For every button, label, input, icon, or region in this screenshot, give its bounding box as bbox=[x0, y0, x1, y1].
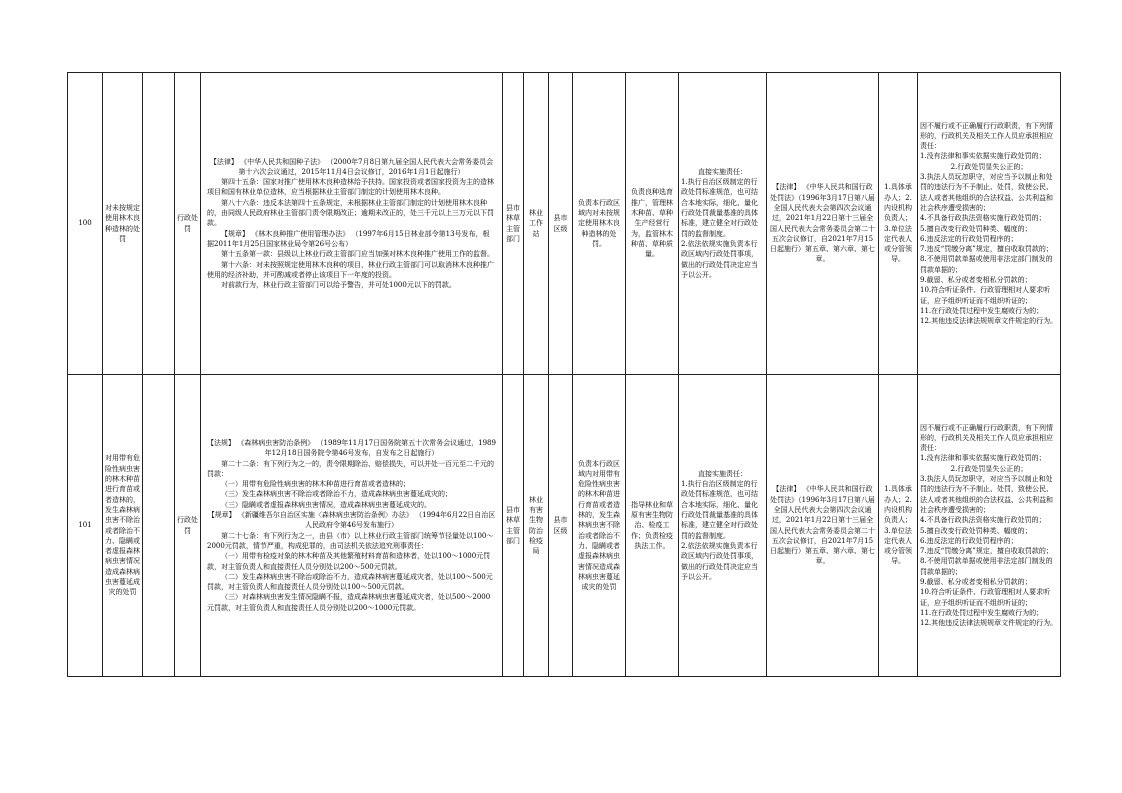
liability-line: 9.截留、私分或者变相私分罚款的； bbox=[920, 577, 1032, 586]
exercise-level: 县市区级 bbox=[549, 375, 573, 677]
liability-line: 因不履行或不正确履行行政职责，有下列情形的，行政机关及相关工作人员应承担相应责任： bbox=[920, 121, 1053, 151]
basis-line: （三）发生森林病虫害不除治或者除治不力，造成森林病虫害蔓延成灾的； bbox=[221, 490, 452, 499]
liability-basis: 【法律】 《中华人民共和国行政处罚法》（1996年3月17日第八届全国人民代表大会第四次会议通过，2021年1月22日第十三届全国人民代表大会常务委员会第二十五次会议修订，自2021年7月15日起施行）第五章、第六章、第七章。 bbox=[767, 73, 879, 375]
liability-line: 10.符合听证条件、行政管理相对人要求听证，应予组织听证而不组织听证的； bbox=[920, 588, 1051, 607]
basis-line: 【规章】 《新疆维吾尔自治区实施〈森林病虫害防治条例〉办法》 （1994年6月22日自治区人民政府令第46号发布施行） bbox=[207, 511, 496, 530]
competent-dept: 县市林草主管部门 bbox=[503, 73, 524, 375]
implementation-responsibility bbox=[679, 375, 767, 677]
basis-line: 第二十七条：有下列行为之一，由县（市）以上林业行政主管部门统筹节径量处以100～2000元罚款，情节严重，构成犯罪的，由司法机关依法追究刑事责任： bbox=[207, 531, 494, 550]
power-type: 行政处罚 bbox=[175, 375, 201, 677]
liability-line: 9.截留、私分或者变相私分罚款的； bbox=[920, 275, 1032, 284]
liability-line: 11.在行政处罚过程中发生腐败行为的； bbox=[920, 306, 1044, 315]
liability-line: 1.没有法律和事实依据实施行政处罚的； bbox=[920, 454, 1046, 463]
impl-line: 1.执行自治区级制定的行政处罚标准规范，也可结合本地实际，细化、量化行政处罚裁量基准的具体标准，建立健全对行政处罚的监督制度。 bbox=[681, 480, 758, 540]
impl-line: 2.依法依规实施负责本行政区域内行政处罚事项，做出的行政处罚决定应当予以公开。 bbox=[681, 541, 758, 581]
liability-line: 8.不使用罚款单据或使用非法定部门制发的罚款单据的； bbox=[920, 557, 1053, 576]
basis-line: 第十六条：对未按照规定使用林木良种的项目，林业行政主管部门可以取消林木良种推广使用的经济补助，并可酌减或者停止该项目下一年度的投资。 bbox=[207, 260, 494, 279]
impl-line: 直接实施责任： bbox=[698, 469, 747, 478]
impl-line: 2.依法依规实施负责本行政区域内行政处罚事项，做出的行政处罚决定应当予以公开。 bbox=[681, 239, 758, 279]
basis-line: （一）用带有危险性病虫害的林木种苗进行育苗或者造林的； bbox=[221, 480, 410, 489]
coop-responsibility: 指导林业和草原有害生物防治、检疫工作；负责检疫执法工作。 bbox=[626, 375, 679, 677]
basis-line: 第四十五条：国家对推广使用林木良种造林给予扶持。国家投资或者国家投资为主的造林项目和国有林业单位造林，应当根据林业主管部门制定的计划使用林木良种。 bbox=[207, 178, 494, 197]
power-list-table bbox=[67, 72, 1061, 677]
implementing-unit: 林业工作站 bbox=[524, 73, 549, 375]
impl-line: 直接实施责任： bbox=[698, 167, 747, 176]
competent-dept: 县市林草主管部门 bbox=[503, 375, 524, 677]
liability-line: 4.不具备行政执法资格实施行政处罚的； bbox=[920, 214, 1046, 223]
implementing-unit: 林业有害生物防治检疫局 bbox=[524, 375, 549, 677]
basis-line: 第十五条第一款：县级以上林业行政主管部门应当加强对林木良种推广使用工作的监督。 bbox=[221, 250, 494, 259]
liability-line: 12.其他违反法律法规规章文件规定的行为。 bbox=[920, 619, 1058, 628]
liability-line: 12.其他违反法律法规规章文件规定的行为。 bbox=[920, 317, 1058, 326]
sub-item-name bbox=[143, 73, 175, 375]
liability-line: 11.在行政处罚过程中发生腐败行为的； bbox=[920, 608, 1044, 617]
basis-line: 【规章】 《林木良种推广使用管理办法》 （1997年6月15日林业部令第13号发布，根据2011年1月25日国家林业局令第26号公布） bbox=[207, 229, 490, 248]
main-responsibility: 负责本行政区域内对用带有危险性病虫害的林木种苗进行育苗或者造林的，发生森林病虫害不除治或者除治不力、隐瞒或者虚报森林病虫害情况造成森林病虫害蔓延成灾的处罚 bbox=[573, 375, 626, 677]
table-row bbox=[68, 375, 1061, 677]
basis-line: （一）用带有检疫对象的林木种苗及其他繁殖材料育苗和造林者，处以100～1000元罚款，对主管负责人和直接责任人员分别处以200～500元罚款。 bbox=[207, 552, 491, 571]
liability-line: 1.没有法律和事实依据实施行政处罚的； bbox=[920, 152, 1046, 161]
basis-line: （三）隐瞒或者虚报森林病虫害情况，造成森林病虫害蔓延成灾的。 bbox=[221, 500, 431, 509]
liability-line: 3.执法人员玩忽职守，对应当予以制止和处罚的违法行为不予制止、处罚，致使公民、法人或者其他组织的合法权益、公共利益和社会秩序遭受损害的； bbox=[920, 173, 1053, 212]
basis-line: （二）发生森林病虫害不除治或除治不力，造成森林病害蔓延成灾者，处以100～500元罚款，对主管负责人和直接责任人员分别处以100～500元罚款。 bbox=[207, 572, 493, 592]
main-responsibility: 负责本行政区域内对未按规定使用林木良种造林的处罚。 bbox=[573, 73, 626, 375]
liability-line: 6.违反法定的行政处罚程序的； bbox=[920, 536, 1018, 545]
implementation-responsibility bbox=[679, 73, 767, 375]
row-number: 100 bbox=[68, 73, 103, 375]
liability-line: 10.符合听证条件、行政管理相对人要求听证，应予组织听证而不组织听证的； bbox=[920, 286, 1051, 305]
liability-line: 4.不具备行政执法资格实施行政处罚的； bbox=[920, 516, 1046, 525]
basis-line: 对前款行为，林业行政主管部门可以给予警告，并可处1000元以下的罚款。 bbox=[221, 281, 456, 290]
liability-subject: 1.具体承办人；2.内设机构负责人；3.单位法定代表人或分管领导。 bbox=[879, 375, 918, 677]
row-number: 101 bbox=[68, 375, 103, 677]
liability-line: 7.违反“罚缴分离”规定，擅自收取罚款的； bbox=[920, 547, 1053, 556]
liability-line: 5.擅自改变行政处罚种类、幅度的； bbox=[920, 526, 1032, 535]
liability-line: 7.违反“罚缴分离”规定，擅自收取罚款的； bbox=[920, 245, 1053, 254]
item-name: 对未按规定使用林木良种造林的处罚 bbox=[103, 73, 143, 375]
legal-basis bbox=[201, 375, 503, 677]
liability-circumstances bbox=[918, 73, 1061, 375]
liability-line: 3.执法人员玩忽职守，对应当予以制止和处罚的违法行为不予制止、处罚，致使公民、法人或者其他组织的合法权益、公共利益和社会秩序遭受损害的； bbox=[920, 475, 1053, 514]
power-type: 行政处罚 bbox=[175, 73, 201, 375]
coop-responsibility: 负责良种选育推广，管理林木种苗、草种生产经营行为，监管林木种苗、草种质量。 bbox=[626, 73, 679, 375]
basis-line: 第八十六条：违反本法第四十五条规定，未根据林业主管部门制定的计划使用林木良种的，由同级人民政府林业主管部门责令限期改正；逾期未改正的，处三千元以上三万元以下罚款。 bbox=[207, 198, 494, 228]
basis-line: （三）对森林病虫害发生情况隐瞒不报，造成森林病虫害蔓延成灾者，处以500～2000元罚款，对主管负责人和直接责任人员分别处以200～1000元罚款。 bbox=[207, 593, 491, 612]
item-name: 对用带有危险性病虫害的林木种苗进行育苗或者造林的，发生森林病虫害不除治或者除治不力、隐瞒或者虚报森林病虫害情况造成森林病虫害蔓延成灾的处罚 bbox=[103, 375, 143, 677]
basis-line: 【法律】 《中华人民共和国种子法》 （2000年7月8日第九届全国人民代表大会常务委员会第十六次会议通过，2015年11月4日会议修订，2016年1月1日起施行） bbox=[209, 157, 494, 176]
exercise-level: 县市区级 bbox=[549, 73, 573, 375]
liability-line: 8.不使用罚款单据或使用非法定部门制发的罚款单据的； bbox=[920, 255, 1053, 274]
liability-line: 2.行政处罚显失公正的； bbox=[950, 162, 1028, 171]
liability-line: 因不履行或不正确履行行政职责，有下列情形的，行政机关及相关工作人员应承担相应责任： bbox=[920, 423, 1053, 453]
liability-line: 2.行政处罚显失公正的； bbox=[950, 464, 1028, 473]
legal-basis bbox=[201, 73, 503, 375]
basis-line: 【法规】 《森林病虫害防治条例》 （1989年11月17日国务院第五十次常务会议通过，1989年12月18日国务院令第46号发布，自发布之日起施行） bbox=[207, 438, 496, 458]
liability-basis: 【法律】 《中华人民共和国行政处罚法》（1996年3月17日第八届全国人民代表大会第四次会议通过，2021年1月22日第十三届全国人民代表大会常务委员会第二十五次会议修订，自2021年7月15日起施行）第五章、第六章、第七章。 bbox=[767, 375, 879, 677]
liability-line: 5.擅自改变行政处罚种类、幅度的； bbox=[920, 224, 1032, 233]
basis-line: 第二十二条：有下列行为之一的，责令限期除治、赔偿损失，可以并处一百元至二千元的罚款： bbox=[207, 459, 494, 478]
impl-line: 1.执行自治区级制定的行政处罚标准规范，也可结合本地实际，细化、量化行政处罚裁量基准的具体标准，建立健全对行政处罚的监督制度。 bbox=[681, 178, 758, 238]
liability-subject: 1.具体承办人；2.内设机构负责人；3.单位法定代表人或分管领导。 bbox=[879, 73, 918, 375]
liability-line: 6.违反法定的行政处罚程序的； bbox=[920, 234, 1018, 243]
liability-circumstances bbox=[918, 375, 1061, 677]
table-row bbox=[68, 73, 1061, 375]
sub-item-name bbox=[143, 375, 175, 677]
